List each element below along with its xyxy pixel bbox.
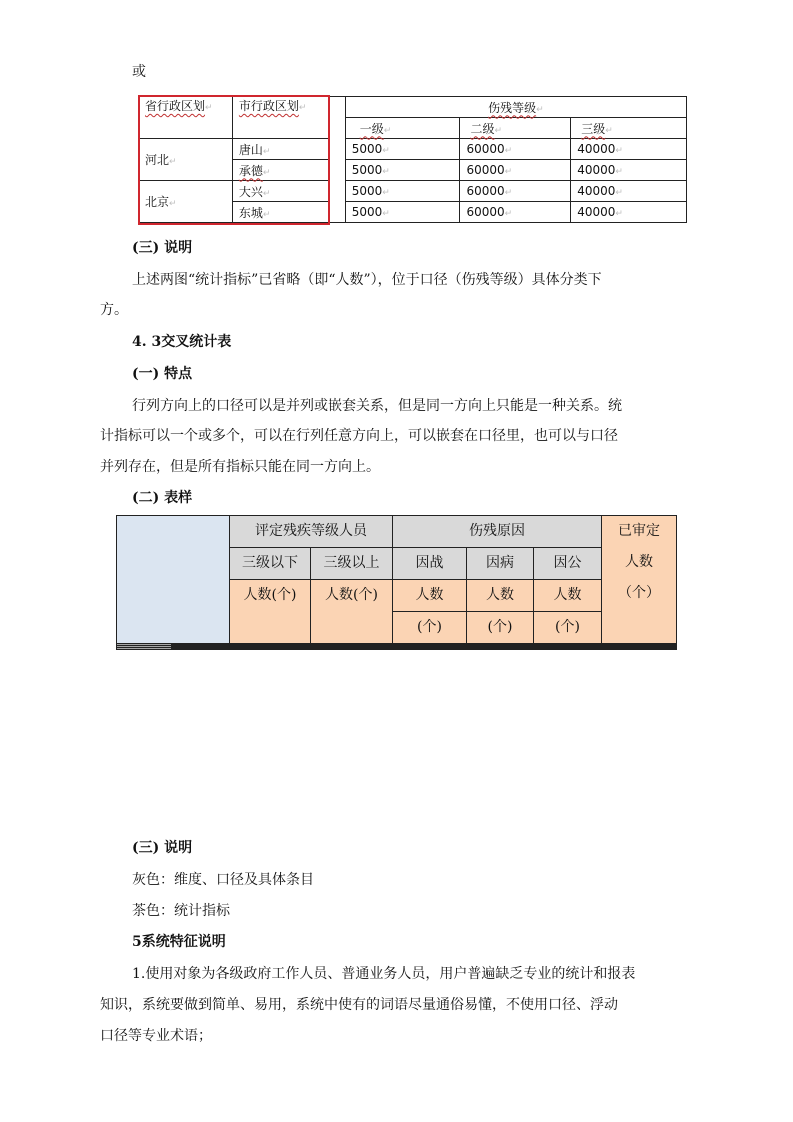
value-cell: 5000↵ (345, 160, 460, 181)
col-header: 三级以上 (311, 548, 393, 580)
data-cell (311, 649, 393, 650)
col-header: 因公 (534, 548, 602, 580)
level-3-header: 三级↵ (571, 118, 687, 139)
paragraph-line: 计指标可以一个或多个，可以在行列任意方向上，可以嵌套在口径里，也可以与口径 (100, 428, 618, 444)
level-1-header: 一级↵ (345, 118, 460, 139)
section-heading: (三) 说明 (132, 840, 193, 856)
level-2-header: 二级↵ (460, 118, 571, 139)
value-cell: 5000↵ (345, 202, 460, 223)
data-cell (467, 649, 534, 650)
paragraph-line: 方。 (100, 302, 128, 318)
unit-cell-top: 人数 (393, 580, 467, 612)
value-cell: 60000↵ (460, 139, 571, 160)
data-cell (230, 649, 311, 650)
paragraph-line: 并列存在，但是所有指标只能在同一方向上。 (100, 459, 380, 475)
corner-cell (117, 516, 230, 644)
section-heading: (三) 说明 (132, 240, 193, 256)
province-hebei: 河北↵ (139, 139, 233, 181)
approved-count-header: 已审定 人数 （个） (602, 516, 677, 644)
province-city-table (138, 96, 687, 223)
value-cell: 40000↵ (571, 181, 687, 202)
unit-cell-top: 人数 (534, 580, 602, 612)
city-tangshan: 唐山↵ (232, 139, 329, 160)
group-header-disability: 评定残疾等级人员 (230, 516, 393, 548)
header-injury-level: 伤残等级↵ (345, 97, 686, 118)
city-daxing: 大兴↵ (232, 181, 329, 202)
value-cell: 60000↵ (460, 160, 571, 181)
col-header: 因战 (393, 548, 467, 580)
province-beijing: 北京↵ (139, 181, 233, 223)
unit-cell-bottom: (个) (393, 612, 467, 644)
header-province: 省行政区划↵ (139, 97, 233, 139)
intro-text: 或 (132, 64, 146, 80)
unit-cell-bottom: (个) (467, 612, 534, 644)
paragraph-line: 行列方向上的口径可以是并列或嵌套关系，但是同一方向上只能是一种关系。统 (132, 398, 622, 414)
data-cell (602, 649, 677, 650)
city-chengde: 承德↵ (232, 160, 329, 181)
paragraph-line: 上述两图“统计指标”已省略（即“人数”），位于口径（伤残等级）具体分类下 (132, 272, 602, 288)
data-cell (393, 649, 467, 650)
value-cell: 40000↵ (571, 160, 687, 181)
section-heading: 4. 3交叉统计表 (132, 334, 232, 350)
header-city: 市行政区划↵ (232, 97, 329, 139)
value-cell: 40000↵ (571, 139, 687, 160)
value-cell: 40000↵ (571, 202, 687, 223)
unit-cell: 人数(个) (311, 580, 393, 644)
paragraph-line: 1.使用对象为各级政府工作人员、普通业务人员，用户普遍缺乏专业的统计和报表 (132, 966, 636, 982)
row-item-cell (172, 649, 230, 650)
unit-cell: 人数(个) (230, 580, 311, 644)
paragraph-line: 口径等专业术语； (100, 1028, 212, 1044)
subsection-heading: (一) 特点 (132, 366, 193, 382)
value-cell: 5000↵ (345, 181, 460, 202)
cross-stat-table (116, 515, 677, 650)
unit-cell-top: 人数 (467, 580, 534, 612)
legend-tea-text: 茶色：统计指标 (132, 903, 230, 919)
unit-cell-bottom: (个) (534, 612, 602, 644)
value-cell: 60000↵ (460, 181, 571, 202)
data-cell (534, 649, 602, 650)
legend-gray-text: 灰色：维度、口径及具体条目 (132, 872, 314, 888)
row-dimension-cell (117, 648, 172, 650)
gap-column (329, 97, 345, 223)
value-cell: 5000↵ (345, 139, 460, 160)
col-header: 因病 (467, 548, 534, 580)
paragraph-line: 知识，系统要做到简单、易用，系统中使有的词语尽量通俗易懂，不使用口径、浮动 (100, 997, 618, 1013)
group-header-cause: 伤残原因 (393, 516, 602, 548)
city-dongcheng: 东城↵ (232, 202, 329, 223)
section-heading: 5系统特征说明 (132, 934, 226, 950)
subsection-heading: (二) 表样 (132, 490, 193, 506)
col-header: 三级以下 (230, 548, 311, 580)
value-cell: 60000↵ (460, 202, 571, 223)
